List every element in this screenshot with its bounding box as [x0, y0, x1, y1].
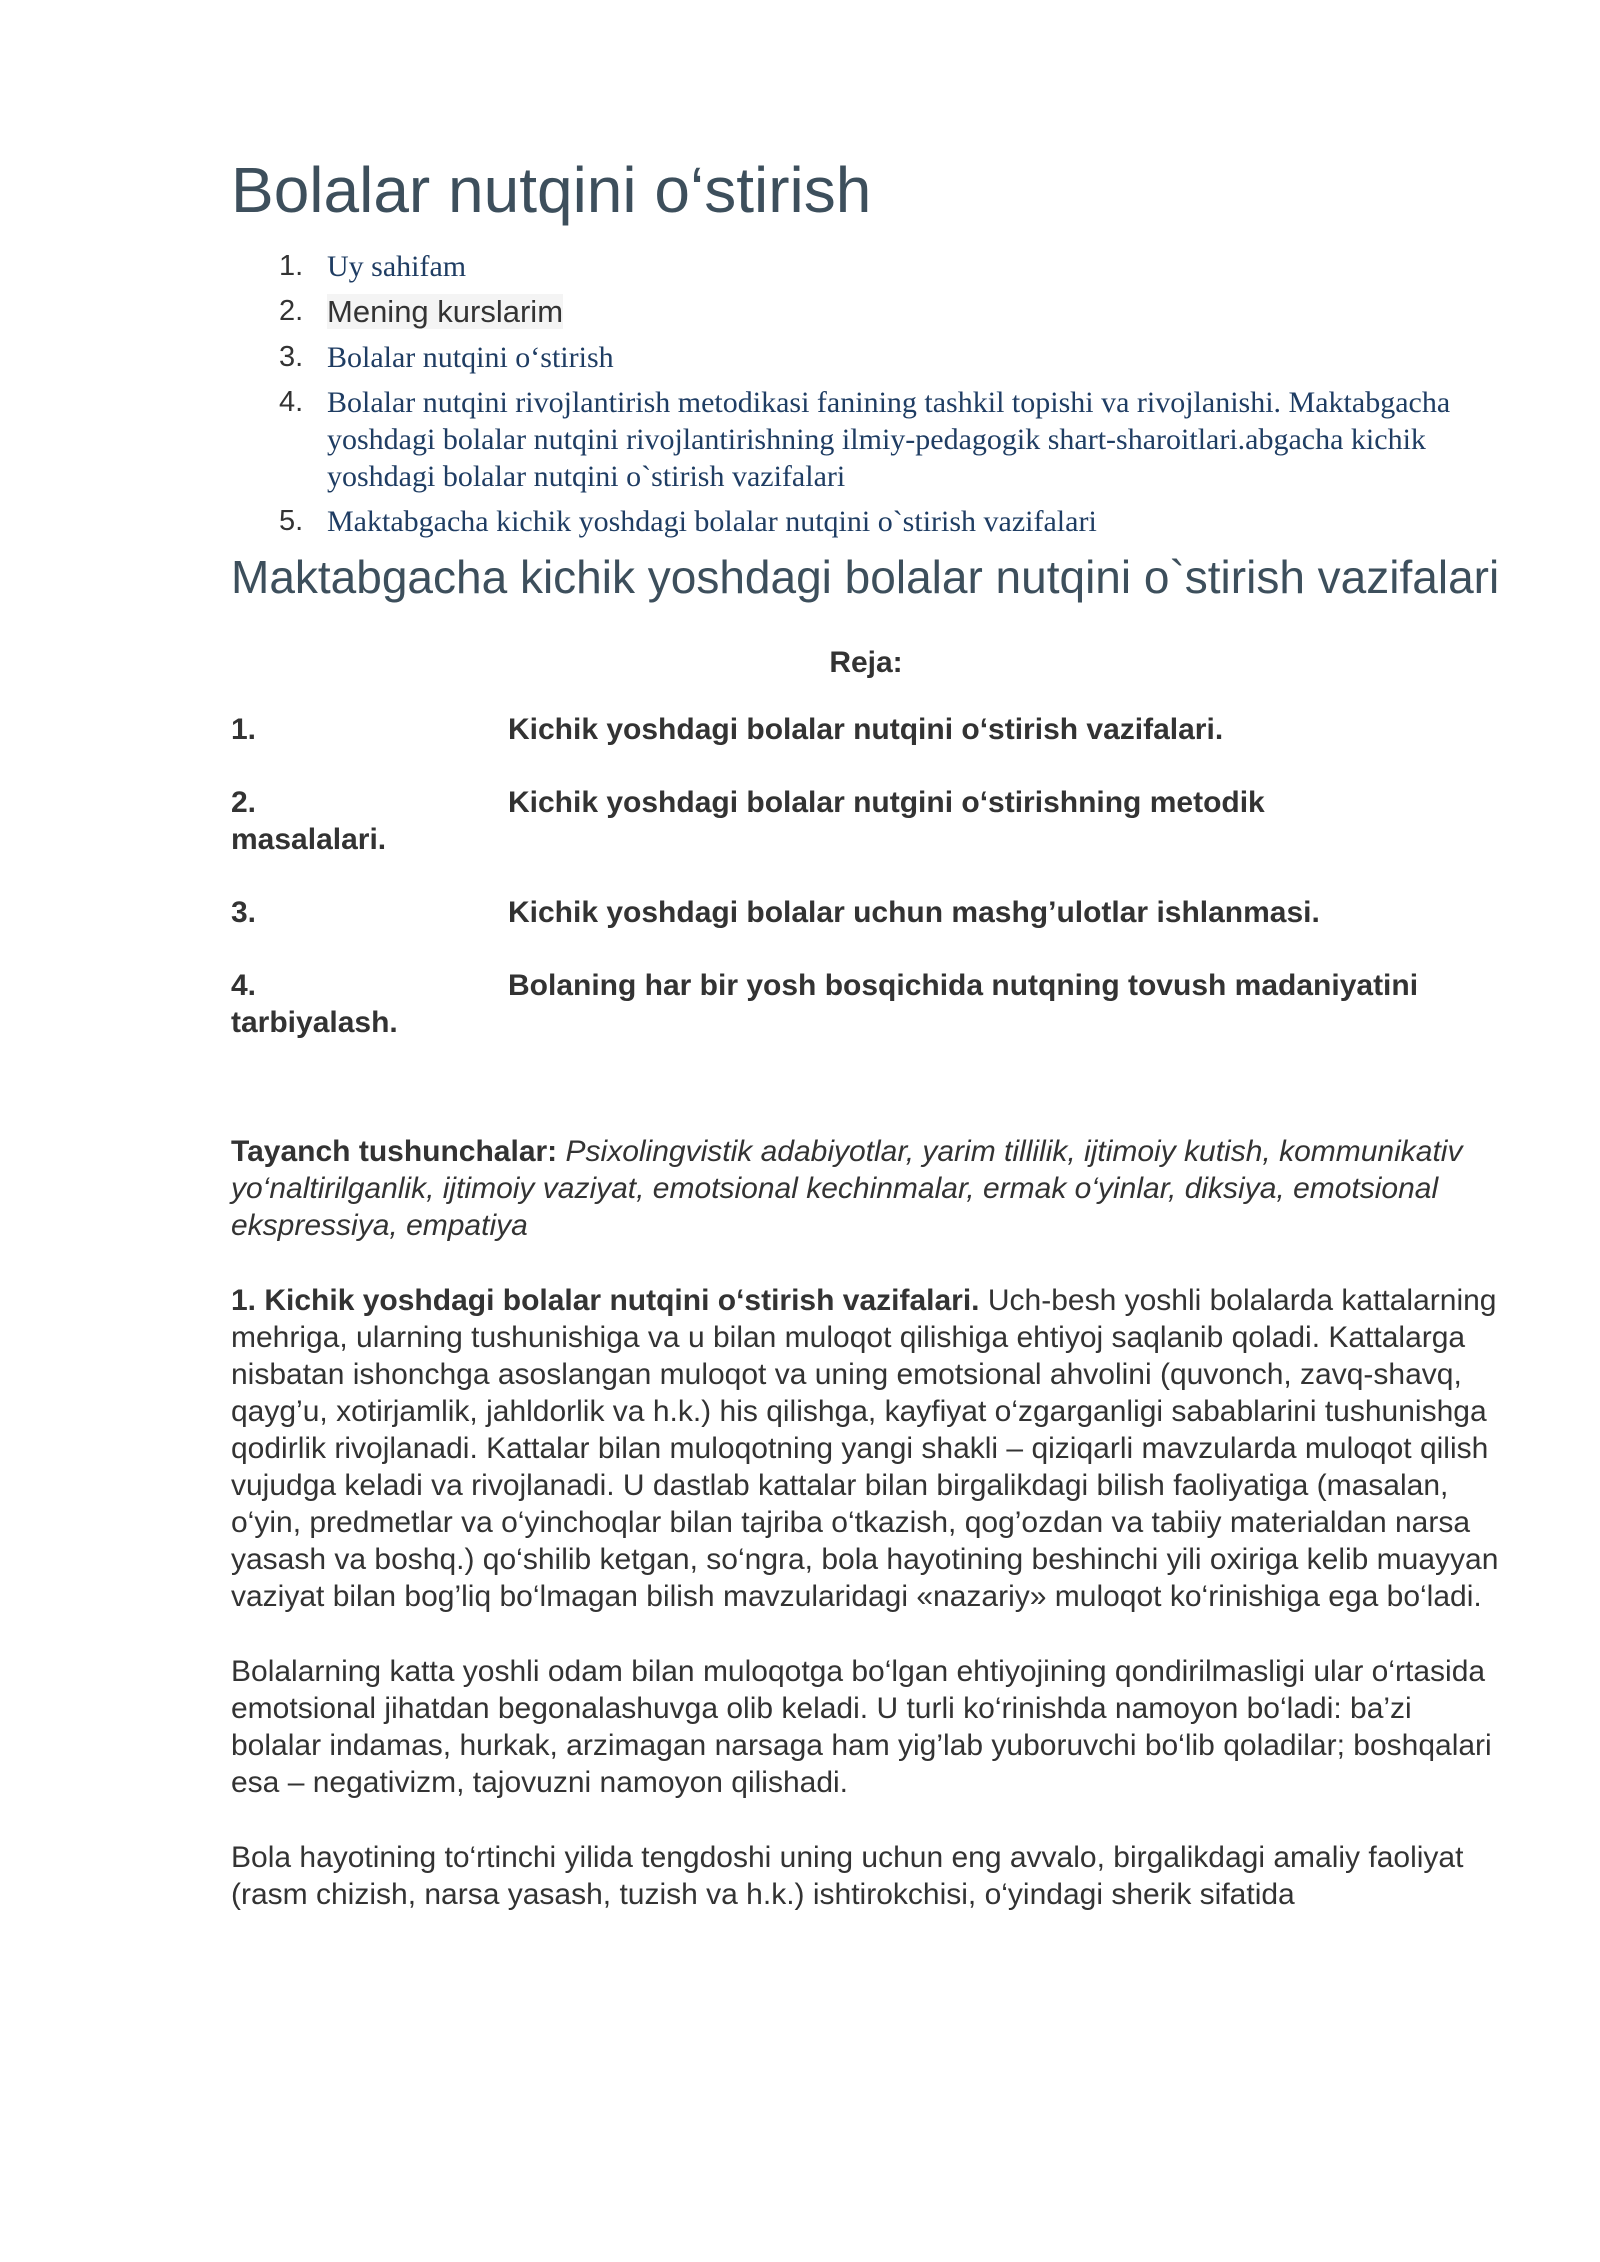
breadcrumb-link-home[interactable]: Uy sahifam: [327, 250, 467, 283]
plan-item-number: 2.: [231, 786, 257, 819]
breadcrumb-item-my-courses: [231, 293, 1501, 331]
paragraph-2: Bolalarning katta yoshli odam bilan muloqotga bo‘lgan ehtiyojining qondirilmasligi ular o‘rtasida emotsional jihatdan begonalashuvga olib keladi. U turli ko‘rinishda namoyon bo‘ladi: ba’zi bolalar indamas, hurkak, arzimagan narsaga ham yig’lab yuboruvchi bo‘lib qoladilar; boshqalari esa – negativizm, tajovuzni namoyon qilishadi.: [231, 1655, 1492, 1799]
document-page: [231, 150, 1501, 1913]
breadcrumb-number: 3.: [279, 341, 304, 373]
paragraph-3: Bola hayotining to‘rtinchi yilida tengdoshi uning uchun eng avvalo, birgalikdagi amaliy faoliyat (rasm chizish, narsa yasash, tuzish va h.k.) ishtirokchisi, o‘yindagi sherik sifatida: [231, 1841, 1464, 1911]
plan-item-continuation: masalalari.: [231, 823, 387, 856]
paragraph-1-text: Uch-besh yoshli bolalarda kattalarning mehriga, ularning tushunishiga va u bilan muloqot qilishiga ehtiyoj saqlanib qoladi. Kattalarga nisbatan ishonchga asoslangan muloqot va uning emotsional ahvolini (quvonch, zavq-shavq, qayg’u, xotirjamlik, jahldorlik va h.k.) his qilishga, kayfiyat o‘zgarganligi sabablarini tushunishga qodirlik rivojlanadi. Kattalar bilan muloqotning yangi shakli – qiziqarli mavzularda muloqot qilish vujudga keladi va rivojlanadi. U dastlab kattalar bilan birgalikdagi bilish faoliyatiga (masalan, o‘yin, predmetlar va o‘yinchoqlar bilan tajriba o‘tkazish, qog’ozdan va tabiiy materialdan narsa yasash va boshq.) qo‘shilib ketgan, so‘ngra, bola hayotining beshinchi yili oxiriga kelib muayyan vaziyat bilan bog’liq bo‘lmagan bilish mavzularidagi «nazariy» muloqot ko‘rinishiga ega bo‘ladi.: [231, 1284, 1499, 1613]
page-title: Bolalar nutqini o‘stirish: [231, 154, 872, 226]
plan-item-number: 4.: [231, 969, 257, 1002]
plan-item-text: Kichik yoshdagi bolalar nutgini o‘stirishning metodik: [508, 786, 1265, 819]
section-title: Maktabgacha kichik yoshdagi bolalar nutqini o`stirish vazifalari: [231, 551, 1500, 603]
plan-list: [231, 711, 1501, 1041]
breadcrumb-link-course[interactable]: Bolalar nutqini o‘stirish: [327, 341, 614, 374]
plan-item-number: 3.: [231, 896, 257, 929]
plan-item-continuation: tarbiyalash.: [231, 1006, 398, 1039]
plan-item: [231, 894, 1501, 931]
paragraph-1: [231, 1282, 1501, 1615]
breadcrumb-number: 4.: [279, 386, 304, 418]
key-concepts: [231, 1133, 1501, 1244]
plan-item: [231, 967, 1501, 1041]
plan-item: [231, 711, 1501, 748]
breadcrumb-number: 2.: [279, 295, 304, 327]
plan-item-text: Bolaning har bir yosh bosqichida nutqning tovush madaniyatini: [508, 969, 1419, 1002]
plan-item-text: Kichik yoshdagi bolalar nutqini o‘stirish vazifalari.: [508, 713, 1224, 746]
plan-item-number: 1.: [231, 713, 257, 746]
plan-item: [231, 784, 1501, 858]
key-concepts-text: Psixolingvistik adabiyotlar, yarim tillilik, ijtimoiy kutish, kommunikativ yo‘naltirilganlik, ijtimoiy vaziyat, emotsional kechinmalar, ermak o‘yinlar, diksiya, emotsional ekspressiya, empatiya: [231, 1135, 1463, 1242]
breadcrumb-number: 5.: [279, 505, 304, 537]
plan-item-text: Kichik yoshdagi bolalar uchun mashg’ulotlar ishlanmasi.: [508, 896, 1320, 929]
breadcrumb-item-home: [231, 248, 1501, 285]
breadcrumb: [231, 248, 1501, 540]
breadcrumb-label-my-courses[interactable]: Mening kurslarim: [327, 294, 564, 329]
breadcrumb-item-topic: [231, 384, 1501, 495]
breadcrumb-link-current-page[interactable]: Maktabgacha kichik yoshdagi bolalar nutqini o`stirish vazifalari: [327, 505, 1097, 538]
breadcrumb-link-topic[interactable]: Bolalar nutqini rivojlantirish metodikasi fanining tashkil topishi va rivojlanishi. Maktabgacha yoshdagi bolalar nutqini rivojlantirishning ilmiy-pedagogik shart-sharoitlari.abgacha kichik yoshdagi bolalar nutqini o`stirish vazifalari: [327, 386, 1451, 493]
paragraph-1-heading: 1. Kichik yoshdagi bolalar nutqini o‘stirish vazifalari.: [231, 1284, 980, 1317]
breadcrumb-number: 1.: [279, 250, 304, 282]
plan-heading: Reja:: [829, 646, 903, 679]
key-concepts-label: Tayanch tushunchalar:: [231, 1135, 558, 1168]
breadcrumb-item-course: [231, 339, 1501, 376]
breadcrumb-item-current-page: [231, 503, 1501, 540]
